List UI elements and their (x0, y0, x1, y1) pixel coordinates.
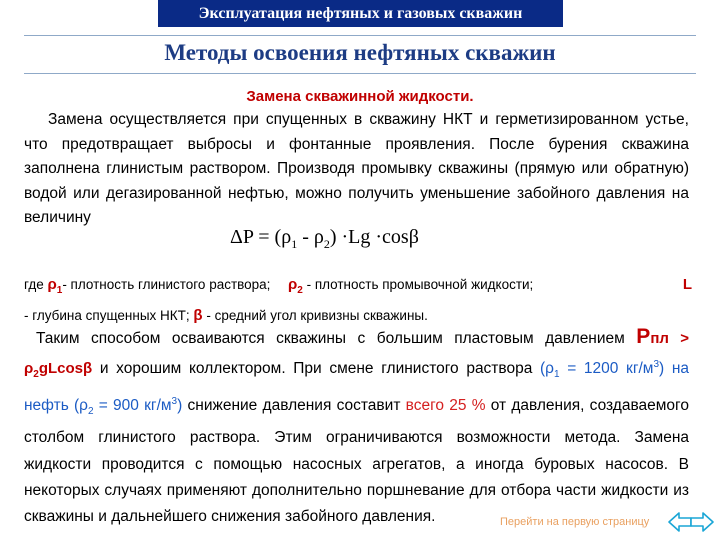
legend-L-desc: - глубина спущенных НКТ; (24, 308, 190, 323)
header-title: Эксплуатация нефтяных и газовых скважин (198, 5, 523, 22)
formula-minus: - (302, 226, 309, 248)
formula-eq: = (258, 226, 270, 248)
clay-density-value: ($\rho_1 = 1200$ $кг/м^3$) на нефть ($\rho_2 = 900$ $кг/м^3$) (24, 359, 689, 418)
legend-rho1-desc: - плотность глинистого раствора; (62, 277, 271, 292)
legend-rho1-symbol: $\rho_1$ (47, 276, 63, 296)
legend-rho2-desc: - плотность промывочной жидкости; (306, 277, 534, 292)
pressure-reduction-value: всего 25 % (405, 397, 486, 414)
page-title: Методы освоения нефтяных скважин (164, 40, 556, 65)
paragraph-intro: Замена осуществляется при спущенных в скважину НКТ и герметизированном устье, что предотвращает выбросы и фонтанные проявления. После бурения скважина заполнена глинистым раствором. Производя промывку скважины (прямую или обратную) водой или дегазированной нефтью, можно получить уменьшение забойного давления на величину (24, 111, 689, 226)
divider-top (24, 35, 696, 36)
formula-lparen: ( (274, 226, 282, 248)
formula-rho1: ρ (281, 226, 292, 248)
pressure-formula (230, 226, 419, 252)
formula-sub2: 2 (323, 237, 330, 251)
formula-rest: ·Lg ·cosβ (341, 226, 419, 248)
paragraph-method: Таким способом осваиваются скважины с большим пластовым давлением Рпл > $\rho_2gLcos\beta$ и хорошим коллектором. При смене глинистого раствора ($\rho_1 = 1200$ $кг/м^3$) на нефть ($\rho_2 = 900$ $кг/м^3$) снижение давления составит всего 25 % от давления, создаваемого столбом глинистого раствора. Этим ограничиваются возможности метода. Замена жидкости проводится с помощью насосных агрегатов, а иногда буровых насосов. В некоторых случаях применяют дополнительно поршневание для отбора части жидкости из скважины и дальнейшего снижения забойного давления. (24, 325, 690, 526)
formula-sub1: 1 (291, 237, 298, 251)
formula-rho2: ρ (313, 226, 324, 248)
legend-rho2-symbol: $\rho_2$ (287, 276, 303, 296)
divider-bottom (24, 73, 696, 74)
section-subtitle: Замена скважинной жидкости. (246, 88, 474, 105)
formula-lhs: ΔP (230, 226, 254, 248)
condition-expression: Рпл > $\rho_2gLcos\beta$ (24, 325, 690, 381)
legend-where: где (24, 277, 44, 292)
legend-beta-symbol: β (193, 307, 203, 324)
legend-L-symbol: L (682, 276, 692, 293)
arrow-left-icon[interactable] (668, 511, 692, 533)
symbol-legend (24, 272, 692, 328)
first-page-link[interactable]: Перейти на первую страницу (500, 516, 650, 528)
formula-rparen: ) (329, 226, 337, 248)
arrow-right-icon[interactable] (690, 511, 714, 533)
header-bar (158, 0, 563, 27)
legend-beta-desc: - средний угол кривизны скважины. (206, 308, 428, 323)
